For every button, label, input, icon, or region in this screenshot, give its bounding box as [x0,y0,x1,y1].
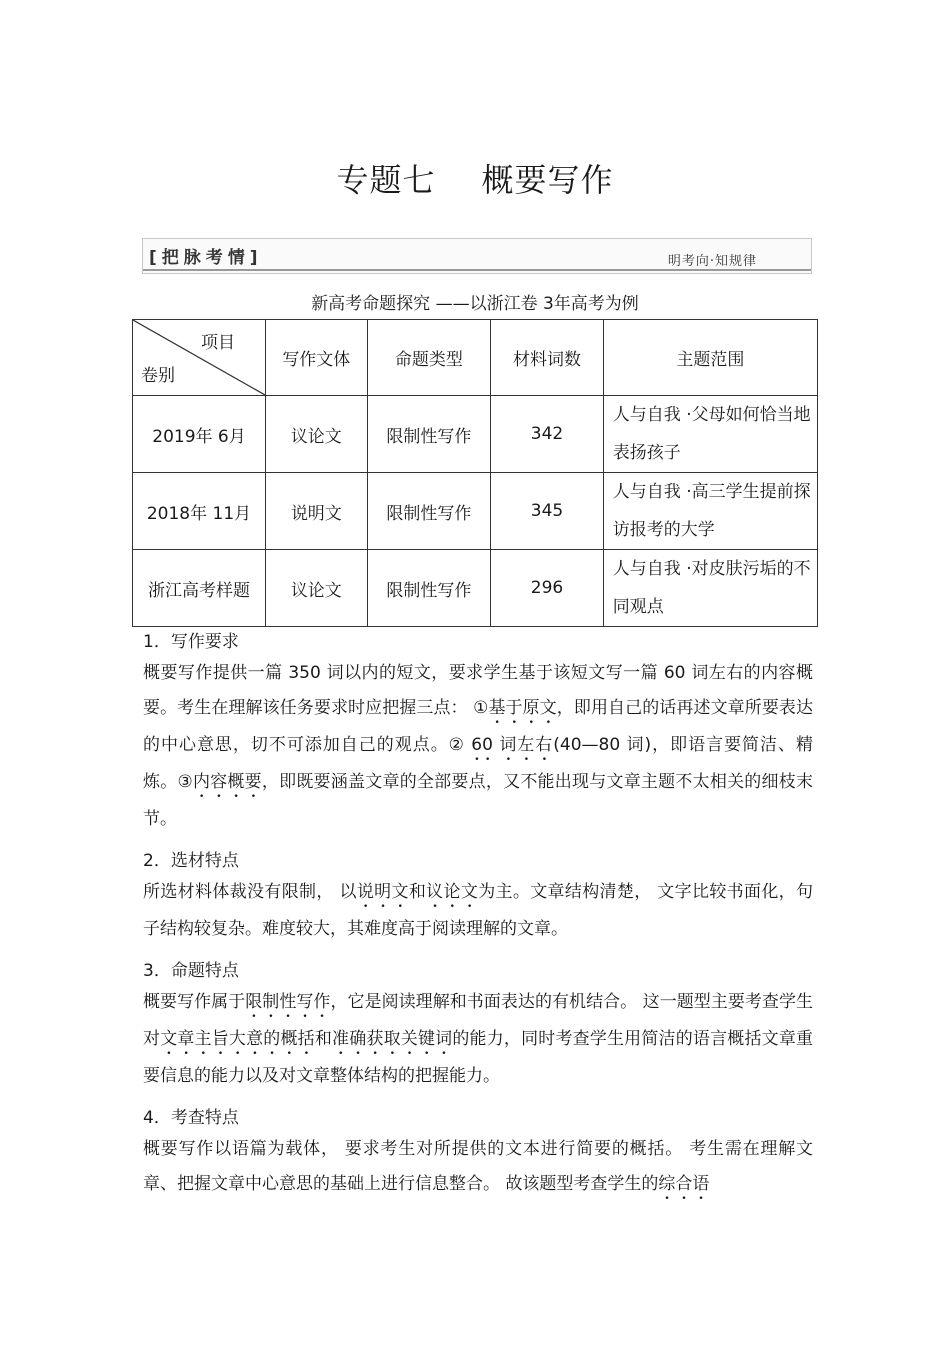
header-words: 材料词数 [491,320,604,396]
text-run: 概要写作属于 [143,992,246,1012]
text-run: ，即用自己的话再述文章所要表达的中心意思，切不可添加自己的观点。② [143,698,813,755]
cell-volume: 2019年 6月 [133,396,266,473]
text-run: (40—80 词)，即语言要简洁、精炼。③ [143,735,813,792]
text-run: 的能力，同时考查学生用简洁的语言概括文章重要信息的能力以及对文章整体结构的把握能力。 [143,1029,814,1086]
section-heading-requirements: 1．写作要求 [143,632,239,652]
cell-volume: 2018年 11月 [133,473,266,550]
emphasis-text: 综合语 [658,1174,710,1194]
text-run: 和 [408,882,427,902]
emphasis-text: 准确获取关键词 [332,1029,453,1049]
emphasis-text: 文章主旨大意的概括 [160,1029,315,1049]
cell-words: 345 [491,473,604,550]
text-run: 为主。文章结构清楚， 文字比较书面化，句子结构较复杂。难度较大，其难度高于阅读理解的文章。 [143,882,814,939]
text-run: ，即既要涵盖文章的全部要点，又不能出现与文章主题不太相关的细枝末节。 [143,772,813,829]
text-run: 和 [314,1029,333,1049]
title-part-1: 专题七 [336,161,436,199]
section-banner [142,238,812,274]
banner-slogan: 明考向·知规律 [667,254,757,269]
table-row [133,396,818,473]
header-topic: 主题范围 [603,320,817,396]
header-type: 命题类型 [367,320,491,396]
header-volume: 卷别 [141,366,175,386]
cell-type: 限制性写作 [367,550,491,627]
text-run: 概要写作以语篇为载体， 要求考生对所提供的文本进行简要的概括。 考生需在理解文章、把握文章中心意思的基础上进行信息整合。 故该题型考查学生的 [143,1139,813,1194]
page-title [0,155,950,201]
cell-genre: 议论文 [266,396,368,473]
cell-words: 296 [491,550,604,627]
section-heading-features: 3．命题特点 [143,961,239,981]
diagonal-header-cell [133,320,266,396]
paragraph-assessment [143,1132,813,1204]
cell-words: 342 [491,396,604,473]
banner-label: [把脉考情] [149,248,263,268]
text-run: 所选材料体裁没有限制， 以 [143,882,357,902]
cell-topic: 人与自我 ·父母如何恰当地表扬孩子 [603,396,817,473]
emphasis-text: 60 词左右 [471,735,554,755]
section-heading-materials: 2．选材特点 [143,851,239,871]
cell-type: 限制性写作 [367,473,491,550]
header-item: 项目 [201,333,235,353]
emphasis-text: 议论文 [426,882,479,902]
table-caption: 新高考命题探究 ——以浙江卷 3年高考为例 [311,294,639,314]
emphasis-text: 限制性写作 [245,992,331,1012]
text-run: ，它是阅读理解和书面表达的有机结合。 这一题型主要考查学生对 [143,992,814,1049]
article-body [143,628,813,1204]
emphasis-text: 说明文 [356,882,409,902]
text-run: 概要写作提供一篇 350 词以内的短文，要求学生基于该短文写一篇 60 词左右的内容概要。考生在理解该任务要求时应把握三点： ① [143,663,813,718]
paragraph-features [143,985,813,1094]
cell-topic: 人与自我 ·对皮肤污垢的不同观点 [603,550,817,627]
table-row [133,473,818,550]
table-header-row [133,320,818,396]
title-part-2: 概要写作 [481,161,614,199]
paragraph-materials [143,875,813,947]
emphasis-text: 内容概要 [192,772,262,792]
cell-topic: 人与自我 ·高三学生提前探访报考的大学 [603,473,817,550]
cell-genre: 议论文 [266,550,368,627]
exam-info-table [132,319,818,627]
cell-volume: 浙江高考样题 [133,550,266,627]
cell-type: 限制性写作 [367,396,491,473]
header-genre: 写作文体 [266,320,368,396]
emphasis-text: 基于原文 [488,698,557,718]
cell-genre: 说明文 [266,473,368,550]
paragraph-requirements [143,656,813,837]
table-row [133,550,818,627]
section-heading-assessment: 4．考查特点 [143,1108,239,1128]
